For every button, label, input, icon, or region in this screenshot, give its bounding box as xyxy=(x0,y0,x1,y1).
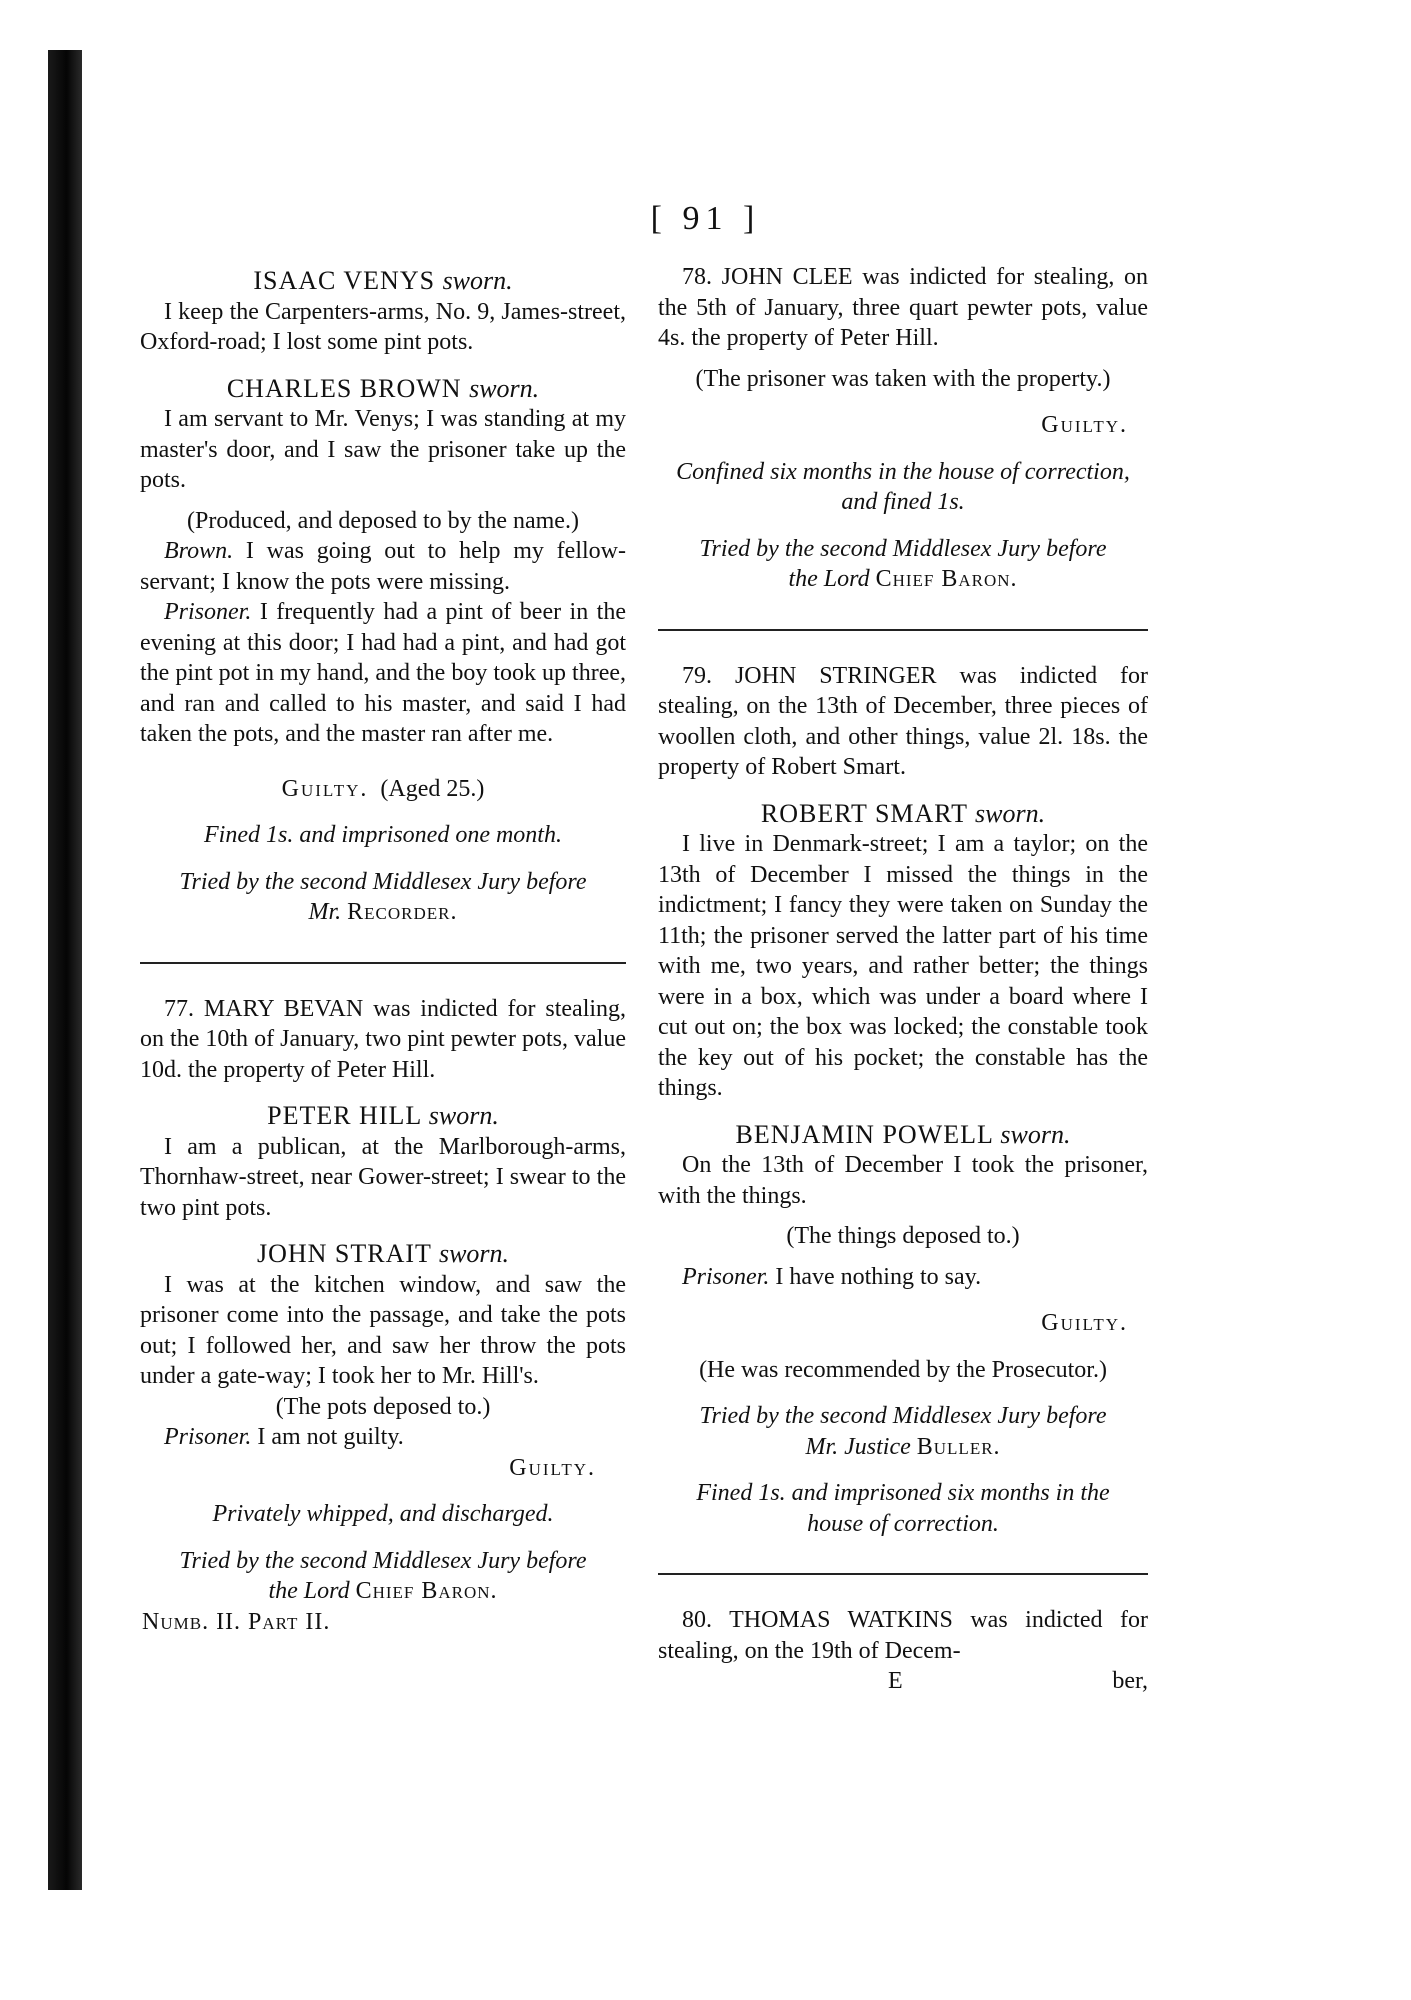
defendant-name: JOHN STRINGER xyxy=(734,662,937,689)
tried-line-2 xyxy=(658,1432,1148,1463)
testimony-powell: On the 13th of December I took the prisoner, with the things. xyxy=(658,1152,1148,1209)
page-number: [ 91 ] xyxy=(650,200,761,237)
sentence-line-2: and fined 1s. xyxy=(841,489,965,515)
witness-name: PETER HILL xyxy=(267,1101,422,1130)
verdict: Guilty. xyxy=(1041,1310,1128,1336)
tried-line-2 xyxy=(140,1576,626,1607)
tried-line-1 xyxy=(140,867,626,898)
judge-prefix: the Lord xyxy=(788,566,870,592)
recommended-note: (He was recommended by the Prosecutor.) xyxy=(699,1356,1107,1383)
case-number: 80. xyxy=(682,1607,712,1633)
defendant-name: JOHN CLEE xyxy=(721,264,853,290)
pots-deposed-note: (The pots deposed to.) xyxy=(275,1393,491,1420)
tried-line-1 xyxy=(658,1401,1148,1432)
case-79-indictment xyxy=(658,661,1148,783)
judge-name: Chief Baron. xyxy=(875,566,1018,592)
witness-name: ROBERT SMART xyxy=(760,798,968,828)
judge-prefix: the Lord xyxy=(268,1578,350,1604)
speaker-label: Prisoner. xyxy=(682,1263,770,1290)
witness-heading-smart xyxy=(658,799,1148,830)
tried-text: Tried by the second Middlesex Jury before xyxy=(699,535,1107,562)
statement-text: I frequently had a pint of beer in the evening at this door; I had had a pint, and had got the pint pot in my hand, and the boy took up three, and ran and called to his master, and said I had taken the pots, and the master ran after me. xyxy=(140,599,627,747)
judge-prefix: Mr. xyxy=(308,899,342,925)
case-77-indictment xyxy=(140,994,626,1086)
things-deposed-note: (The things deposed to.) xyxy=(786,1223,1020,1249)
brown-statement-paragraph xyxy=(140,536,626,597)
verdict: Guilty. xyxy=(509,1454,596,1481)
sworn-label: sworn. xyxy=(442,266,513,295)
witness-name: JOHN STRAIT xyxy=(256,1239,432,1268)
tried-line-1 xyxy=(140,1546,626,1577)
case-78-indictment xyxy=(658,262,1148,354)
sentence-line-2: house of correction. xyxy=(807,1510,999,1537)
statement-text: I have nothing to say. xyxy=(775,1263,982,1290)
witness-name: BENJAMIN POWELL xyxy=(735,1119,993,1149)
witness-heading-hill xyxy=(140,1101,626,1132)
defendant-name: THOMAS WATKINS xyxy=(729,1607,953,1633)
tried-line-1 xyxy=(658,534,1148,565)
sentence-line-1: Fined 1s. and imprisoned six months in the xyxy=(696,1480,1110,1506)
judge-prefix: Mr. Justice xyxy=(805,1433,911,1460)
witness-name: CHARLES BROWN xyxy=(226,373,462,403)
left-column xyxy=(140,262,626,1637)
gathering-footer: Numb. II. Part II. xyxy=(142,1608,331,1635)
testimony-smart: I live in Denmark-street; I am a taylor; on the 13th of December I missed the things in the indictment; I fancy they were taken on Sunday the 11th; the prisoner served the latter part of his time with me, two years, and rather better; the things were in a box, which was under a board where I cut out on; the box was locked; the constable took the key out of his pocket; the constable has the things. xyxy=(658,831,1148,1101)
sworn-label: sworn. xyxy=(428,1101,499,1130)
judge-name: Buller. xyxy=(916,1433,1001,1460)
testimony-strait: I was at the kitchen window, and saw the prisoner come into the passage, and take the pots out; I followed her, and saw her throw the pots under a gate-way; I took her to Mr. Hill's. xyxy=(140,1271,626,1389)
verdict: Guilty. xyxy=(281,775,369,802)
judge-name: Chief Baron. xyxy=(355,1578,498,1604)
speaker-label: Brown. xyxy=(164,538,234,564)
case-divider xyxy=(140,962,626,964)
tried-text: Tried by the second Middlesex Jury before xyxy=(699,1403,1107,1429)
case-number: 78. xyxy=(682,264,712,290)
testimony-hill: I am a publican, at the Marlborough-arms, Thornhaw-street, near Gower-street; I swear to the two pint pots. xyxy=(140,1133,626,1221)
statement-text: I was going out to help my fellow-servant; I know the pots were missing. xyxy=(140,538,626,595)
speaker-label: Prisoner. xyxy=(164,599,252,625)
tried-line-2 xyxy=(658,564,1148,595)
age: (Aged 25.) xyxy=(380,775,485,802)
book-spine-edge xyxy=(48,50,82,1890)
verdict-line xyxy=(140,774,626,805)
testimony-brown: I am servant to Mr. Venys; I was standing at my master's door, and I saw the prisoner take up the pots. xyxy=(140,406,626,493)
page-footer-line xyxy=(658,1666,1148,1697)
prisoner-statement-paragraph xyxy=(140,597,626,750)
witness-heading-venys xyxy=(140,266,626,297)
sworn-label: sworn. xyxy=(975,798,1046,828)
speaker-label: Prisoner. xyxy=(164,1424,252,1450)
produced-note: (Produced, and deposed to by the name.) xyxy=(187,507,579,534)
case-number: 79. xyxy=(682,662,712,689)
defendant-name: MARY BEVAN xyxy=(203,995,364,1022)
sentence-line-1: Confined six months in the house of correction, xyxy=(676,458,1130,485)
sworn-label: sworn. xyxy=(1000,1119,1071,1149)
indictment-text: was indicted for stealing, on the 10th of January, two pint pewter pots, value 10d. the property of Peter Hill. xyxy=(140,995,627,1083)
witness-heading-brown xyxy=(140,374,626,405)
case-number: 77. xyxy=(164,995,194,1022)
statement-text: I am not guilty. xyxy=(257,1424,404,1450)
indictment-text: was indicted for stealing, on the 5th of January, three quart pewter pots, value 4s. the property of Peter Hill. xyxy=(658,264,1149,351)
witness-name: ISAAC VENYS xyxy=(253,266,436,295)
judge-name: Recorder. xyxy=(347,899,458,925)
witness-heading-strait xyxy=(140,1239,626,1270)
verdict: Guilty. xyxy=(1041,412,1128,438)
signature-mark: E xyxy=(888,1668,903,1694)
catchword: ber, xyxy=(1112,1668,1148,1694)
tried-text: Tried by the second Middlesex Jury before xyxy=(179,868,587,895)
sworn-label: sworn. xyxy=(469,373,540,403)
case-divider xyxy=(658,1573,1148,1575)
indictment-text: was indicted for stealing, on the 13th of December, three pieces of woollen cloth, and other things, value 2l. 18s. the property of Robert Smart. xyxy=(658,662,1148,780)
case-divider xyxy=(658,629,1148,631)
case-80-indictment xyxy=(658,1605,1148,1666)
sentence: Privately whipped, and discharged. xyxy=(212,1501,554,1527)
tried-text: Tried by the second Middlesex Jury before xyxy=(179,1547,587,1574)
sentence: Fined 1s. and imprisoned one month. xyxy=(204,822,562,848)
prisoner-statement-paragraph xyxy=(140,1422,626,1453)
witness-heading-powell xyxy=(658,1120,1148,1151)
taken-with-note: (The prisoner was taken with the property.) xyxy=(695,365,1111,392)
sworn-label: sworn. xyxy=(438,1239,510,1268)
testimony-venys: I keep the Carpenters-arms, No. 9, James-street, Oxford-road; I lost some pint pots. xyxy=(140,298,626,355)
prisoner-statement-paragraph xyxy=(658,1262,1148,1293)
tried-line-2 xyxy=(140,897,626,928)
right-column xyxy=(658,262,1148,1697)
indictment-text: was indicted for stealing, on the 19th of Decem- xyxy=(658,1607,1148,1664)
